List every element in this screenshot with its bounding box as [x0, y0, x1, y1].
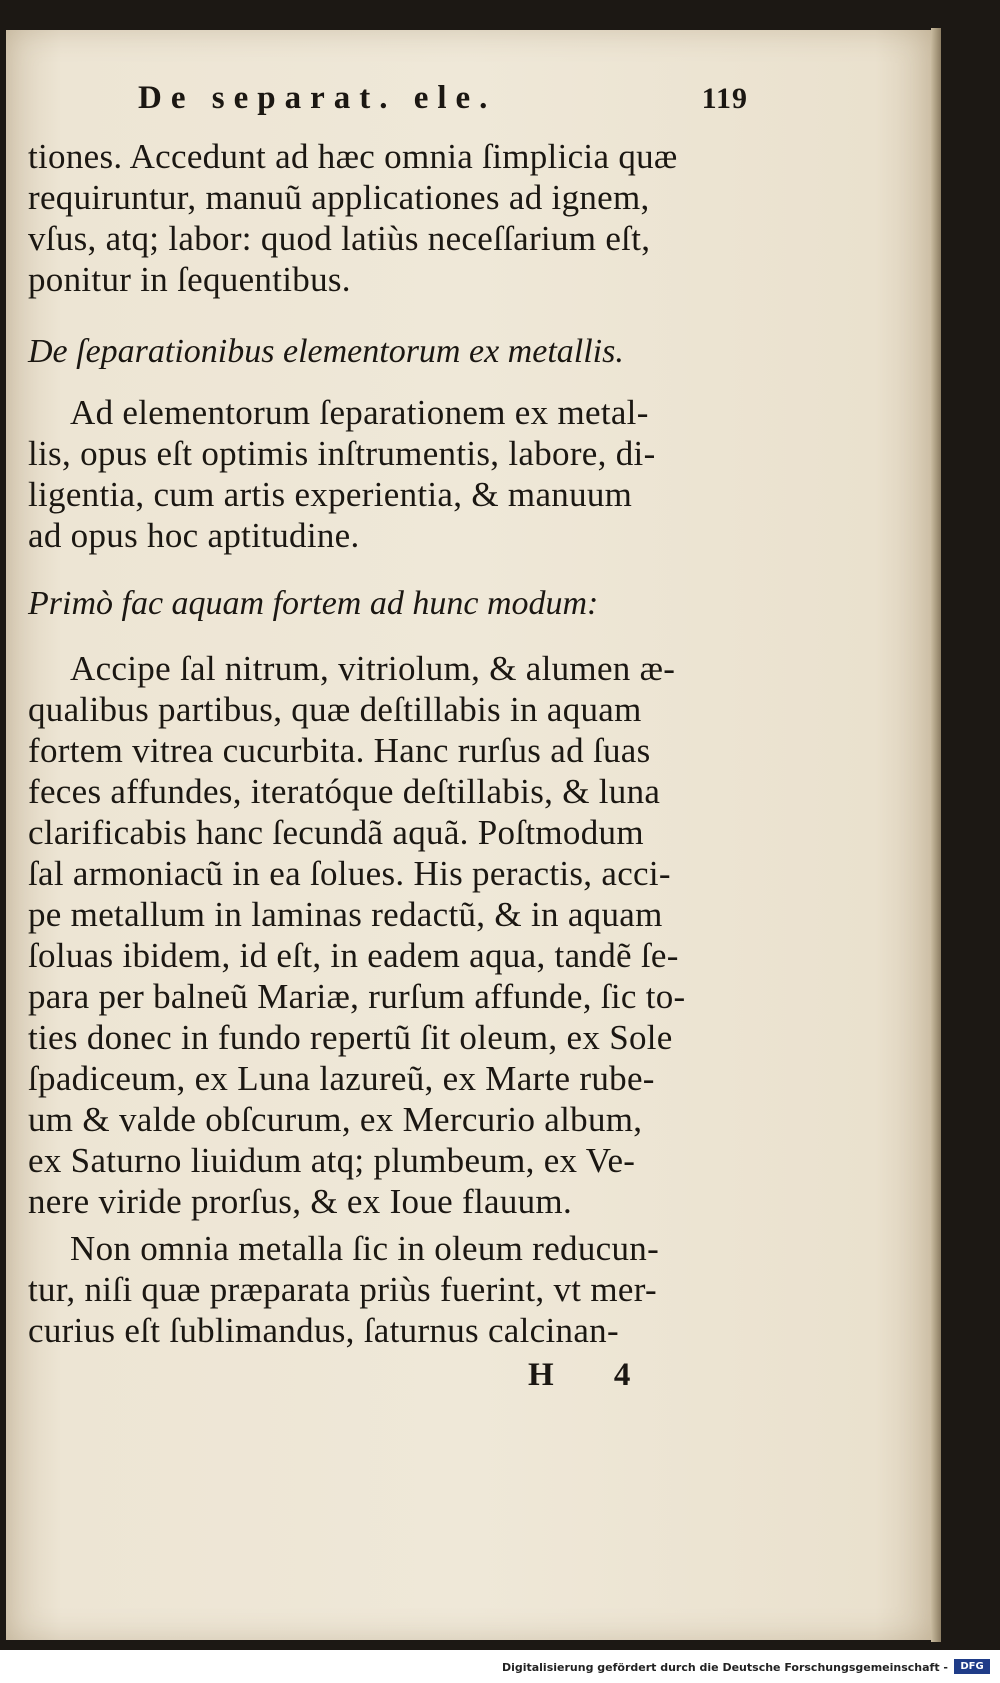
paragraph-2	[28, 392, 748, 556]
text-line: curius eſt ſublimandus, ſaturnus calcinan-	[28, 1311, 619, 1350]
running-header	[28, 80, 748, 136]
text-line: Accipe ſal nitrum, vitriolum, & alumen æ-	[70, 649, 676, 688]
text-line: Non omnia metalla ſic in oleum reducun-	[70, 1229, 660, 1268]
text-line: fortem vitrea cucurbita. Hanc rurſus ad ſuas	[28, 731, 651, 770]
text-line: vſus, atq; labor: quod latiùs neceſſarium eſt,	[28, 219, 651, 258]
digitization-credit-bar	[0, 1650, 1000, 1683]
text-line: para per balneũ Mariæ, rurſum affunde, ſic to-	[28, 977, 686, 1016]
section-heading-2: Primò fac aquam fortem ad hunc modum:	[28, 585, 599, 622]
text-line: ſoluas ibidem, id eſt, in eadem aqua, tandẽ ſe-	[28, 936, 679, 975]
running-title: De separat. ele.	[138, 80, 497, 116]
text-line: qualibus partibus, quæ deſtillabis in aquam	[28, 690, 642, 729]
text-line: um & valde obſcurum, ex Mercurio album,	[28, 1100, 643, 1139]
paragraph-4	[28, 1228, 748, 1351]
text-line: pe metallum in laminas redactũ, & in aquam	[28, 895, 663, 934]
text-line: tur, niſi quæ præparata priùs fuerint, vt mer-	[28, 1270, 657, 1309]
text-line: Ad elementorum ſeparationem ex metal-	[70, 393, 649, 432]
text-line: lis, opus eſt optimis inſtrumentis, labore, di-	[28, 434, 656, 473]
dfg-logo: DFG	[954, 1659, 990, 1674]
text-line: ligentia, cum artis experientia, & manuum	[28, 475, 633, 514]
page-number: 119	[701, 82, 748, 115]
text-line: clarificabis hanc ſecundã aquã. Poſtmodum	[28, 813, 644, 852]
text-line: ponitur in ſequentibus.	[28, 260, 351, 299]
signature-mark: H 4	[528, 1357, 657, 1393]
paragraph-3	[28, 648, 748, 1222]
text-line: feces affundes, iteratóque deſtillabis, & luna	[28, 772, 661, 811]
text-line: ties donec in fundo repertũ ſit oleum, ex Sole	[28, 1018, 673, 1057]
text-line: tiones. Accedunt ad hæc omnia ſimplicia quæ	[28, 137, 678, 176]
text-line: ſpadiceum, ex Luna lazureũ, ex Marte rube-	[28, 1059, 655, 1098]
page-edge	[931, 28, 941, 1642]
paragraph-1	[28, 136, 748, 300]
text-line: ex Saturno liuidum atq; plumbeum, ex Ve-	[28, 1141, 636, 1180]
section-heading-1: De ſeparationibus elementorum ex metallis.	[28, 333, 624, 370]
funding-credit: Digitalisierung gefördert durch die Deutsche Forschungsgemeinschaft -	[501, 1661, 948, 1674]
page-text	[28, 80, 748, 1397]
text-line: nere viride prorſus, & ex Ioue flauum.	[28, 1182, 573, 1221]
text-line: requiruntur, manuũ applicationes ad ignem,	[28, 178, 650, 217]
text-line: ſal armoniacũ in ea ſolues. His peractis, acci-	[28, 854, 671, 893]
text-line: ad opus hoc aptitudine.	[28, 516, 360, 555]
